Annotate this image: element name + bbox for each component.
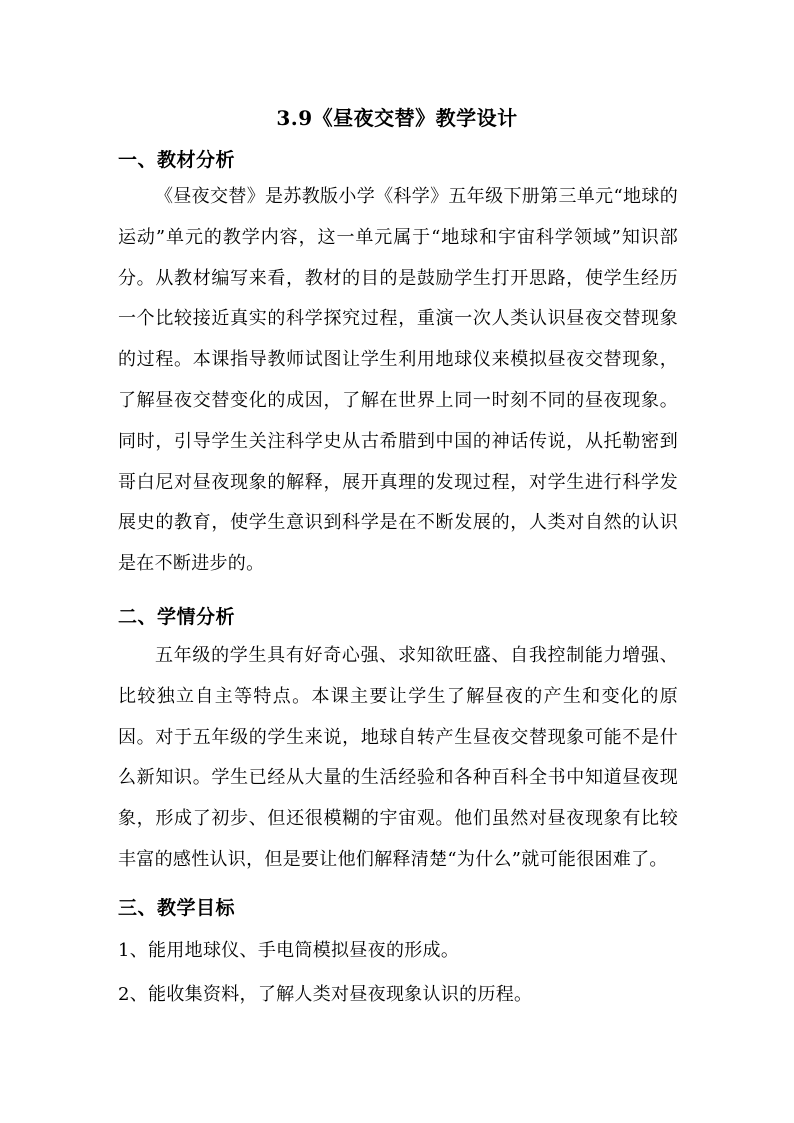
objective-item-2-wrap xyxy=(118,982,678,1008)
section-paragraph: 《昼夜交替》是苏教版小学《科学》五年级下册第三单元“地球的运动”单元的教学内容，这一单元属于“地球和宇宙科学领域”知识部分。从教材编写来看，教材的目的是鼓励学生打开思路，使学生经历一个比较接近真实的科学探究过程，重演一次人类认识昼夜交替现象的过程。本课指导教师试图让学生利用地球仪来模拟昼夜交替现象，了解昼夜交替变化的成因，了解在世界上同一时刻不同的昼夜现象。同时，引导学生关注科学史从古希腊到中国的神话传说，从托勒密到哥白尼对昼夜现象的解释，展开真理的发现过程，对学生进行科学发展史的教育，使学生意识到科学是在不断发展的，人类对自然的认识是在不断进步的。 xyxy=(118,186,678,575)
section-heading: 二、学情分析 xyxy=(118,606,236,628)
objective-item-1-wrap xyxy=(118,938,678,964)
document-title: 3.9《昼夜交替》教学设计 xyxy=(276,106,518,130)
section-learner-analysis-body xyxy=(118,636,678,881)
objective-item: 2、能收集资料，了解人类对昼夜现象认识的历程。 xyxy=(118,984,533,1005)
section-learner-analysis xyxy=(118,604,678,630)
section-paragraph: 五年级的学生具有好奇心强、求知欲旺盛、自我控制能力增强、比较独立自主等特点。本课主要让学生了解昼夜的产生和变化的原因。对于五年级的学生来说，地球自转产生昼夜交替现象可能不是什么新知识。学生已经从大量的生活经验和各种百科全书中知道昼夜现象，形成了初步、但还很模糊的宇宙观。他们虽然对昼夜现象有比较丰富的感性认识，但是要让他们解释清楚“为什么”就可能很困难了。 xyxy=(118,645,678,870)
section-textbook-analysis xyxy=(118,147,678,173)
section-teaching-objectives xyxy=(118,895,678,921)
section-textbook-analysis-body xyxy=(118,177,678,585)
section-heading: 三、教学目标 xyxy=(118,897,236,919)
section-heading: 一、教材分析 xyxy=(118,149,236,171)
objective-item: 1、能用地球仪、手电筒模拟昼夜的形成。 xyxy=(118,940,460,961)
